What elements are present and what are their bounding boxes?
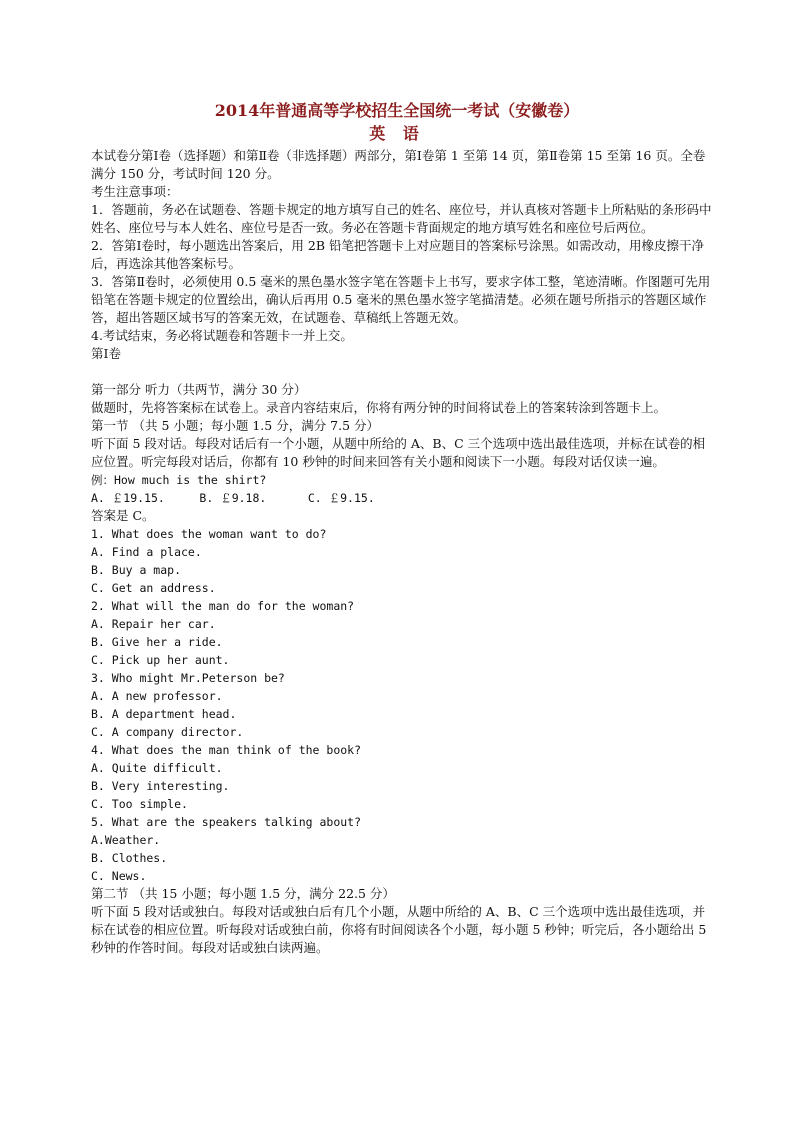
part1-instruction: 做题时，先将答案标在试卷上。录音内容结束后，你将有两分钟的时间将试卷上的答案转涂到答题卡上。: [91, 400, 667, 415]
question-5: 5. What are the speakers talking about?: [91, 815, 362, 829]
question-2: 2. What will the man do for the woman?: [91, 599, 355, 613]
notice-heading: 考生注意事项：: [91, 184, 179, 199]
option-b: B. Give her a ride.: [91, 635, 223, 649]
option-b: B. Buy a map.: [91, 563, 182, 577]
option-a: A.Weather.: [91, 833, 161, 847]
example-question: 例：How much is the shirt?: [91, 473, 267, 487]
part1-heading: 第一部分 听力（共两节，满分 30 分）: [91, 382, 307, 397]
section2-heading: 第二节 （共 15 小题；每小题 1.5 分，满分 22.5 分）: [91, 886, 395, 901]
notice-item-3: 3．答第Ⅱ卷时，必须使用 0.5 毫米的黑色墨水签字笔在答题卡上书写，要求字体工整，笔迹清晰。作图题可先用铅笔在答题卡规定的位置绘出，确认后再用 0.5 毫米的黑色墨水签字笔描清楚。必须在题号所指示的答题区域作答，超出答题区域书写的答案无效，在试题卷、草稿纸上答题无效。: [91, 274, 711, 325]
question-1: 1. What does the woman want to do?: [91, 527, 327, 541]
option-a: A. Find a place.: [91, 545, 202, 559]
section2-instruction: 听下面 5 段对话或独白。每段对话或独白后有几个小题，从题中所给的 A、B、C 三个选项中选出最佳选项，并标在试卷的相应位置。听每段对话或独白前，你将有时间阅读各个小题，每小题 5 秒钟；听完后，各小题给出 5 秒钟的作答时间。每段对话或独白读两遍。: [91, 904, 707, 955]
notice-item-1: 1．答题前，务必在试题卷、答题卡规定的地方填写自己的姓名、座位号，并认真核对答题卡上所粘贴的条形码中姓名、座位号与本人姓名、座位号是否一致。务必在答题卡背面规定的地方填写姓名和座位号后两位。: [91, 202, 712, 235]
question-3: 3. Who might Mr.Peterson be?: [91, 671, 285, 685]
section1-instruction: 听下面 5 段对话。每段对话后有一个小题，从题中所给的 A、B、C 三个选项中选出最佳选项，并标在试卷的相应位置。听完每段对话后，你都有 10 秒钟的时间来回答有关小题和阅读下一小题。每段对话仅读一遍。: [91, 436, 706, 469]
option-c: C. Too simple.: [91, 797, 188, 811]
spacer: [91, 363, 716, 381]
option-b: B. A department head.: [91, 707, 237, 721]
option-a: A. Repair her car.: [91, 617, 216, 631]
exam-body: [91, 147, 716, 957]
option-b: B. Clothes.: [91, 851, 168, 865]
option-c: C. News.: [91, 869, 147, 883]
volume-label: 第Ⅰ卷: [91, 346, 121, 361]
example-options: A. ￡19.15. B. ￡9.18. C. ￡9.15.: [91, 491, 375, 505]
option-b: B. Very interesting.: [91, 779, 230, 793]
option-c: C. Pick up her aunt.: [91, 653, 230, 667]
notice-item-4: 4.考试结束，务必将试题卷和答题卡一并上交。: [91, 328, 353, 343]
option-a: A. Quite difficult.: [91, 761, 223, 775]
section1-heading: 第一节 （共 5 小题；每小题 1.5 分，满分 7.5 分）: [91, 418, 380, 433]
example-answer: 答案是 C。: [91, 508, 155, 523]
option-a: A. A new professor.: [91, 689, 223, 703]
exam-subject: 英 语: [369, 124, 425, 143]
exam-title: 2014年普通高等学校招生全国统一考试（安徽卷）: [214, 101, 580, 120]
option-c: C. Get an address.: [91, 581, 216, 595]
notice-item-2: 2．答第Ⅰ卷时，每小题选出答案后，用 2B 铅笔把答题卡上对应题目的答案标号涂黑。如需改动，用橡皮擦干净后，再选涂其他答案标号。: [91, 238, 704, 271]
question-list: [91, 525, 716, 885]
option-c: C. A company director.: [91, 725, 244, 739]
question-4: 4. What does the man think of the book?: [91, 743, 362, 757]
intro-paragraph: 本试卷分第Ⅰ卷（选择题）和第Ⅱ卷（非选择题）两部分，第Ⅰ卷第 1 至第 14 页，第Ⅱ卷第 15 至第 16 页。全卷满分 150 分，考试时间 120 分。: [91, 148, 706, 181]
